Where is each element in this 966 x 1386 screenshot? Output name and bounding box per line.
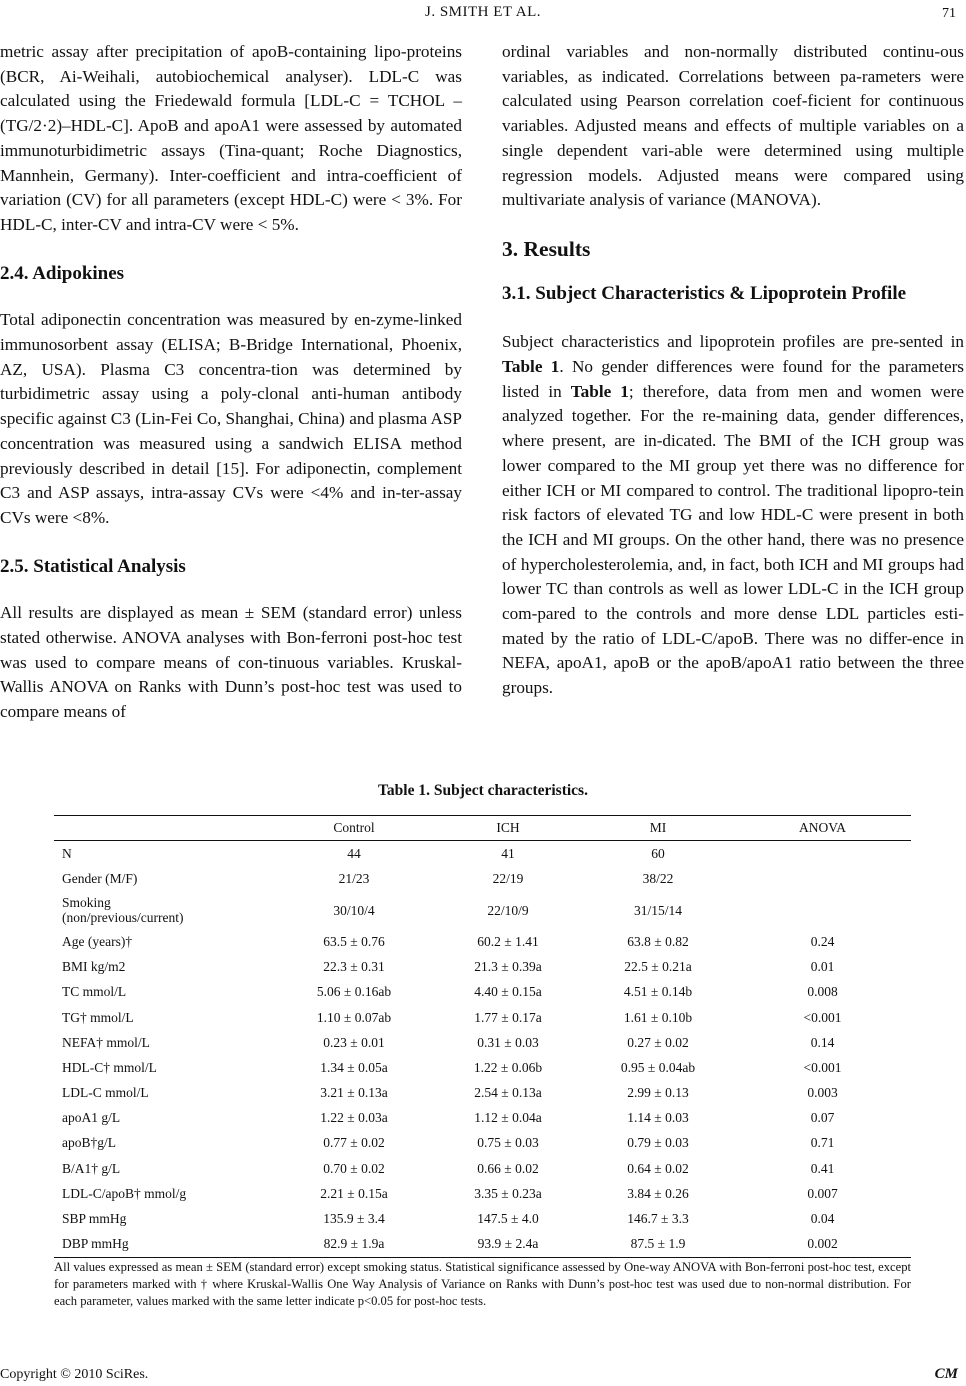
table-cell: [734, 891, 911, 929]
section-heading: 2.5. Statistical Analysis: [0, 555, 186, 577]
table-row: [54, 1156, 911, 1181]
column-header: MI: [582, 816, 734, 841]
row-label: Age (years)†: [62, 933, 133, 949]
table-row: [54, 1232, 911, 1258]
table-header-row: [54, 816, 911, 841]
table-cell: 1.10 ± 0.07ab: [316, 1009, 392, 1025]
table-cell: 2.54 ± 0.13a: [474, 1085, 542, 1101]
table-row: [54, 1131, 911, 1156]
row-label: TC mmol/L: [62, 984, 127, 1000]
table-cell: 41: [501, 845, 515, 861]
table-reference: Table 1: [502, 357, 560, 377]
table-cell: 63.5 ± 0.76: [323, 933, 385, 949]
table-cell: 1.61 ± 0.10b: [623, 1009, 693, 1025]
row-label: DBP mmHg: [54, 1232, 274, 1258]
table-cell: <0.001: [803, 1009, 842, 1025]
table-row: [54, 980, 911, 1005]
table-cell: 1.22 ± 0.03a: [320, 1110, 388, 1126]
table-cell: 30/10/4: [333, 902, 375, 918]
paragraph: metric assay after precipitation of apoB-containing lipo-proteins (BCR, Ai-Weihali, autobiochemical analyser). LDL-C was calculated using the Friedewald formula [LDL-C = TCHOL – (TG/2·2)–HDL-C]. ApoB and apoA1 were assessed by automated immunoturbidimetric assays (Tina-quant; Roche Diagnostics, Mannhein, Germany). Inter-coefficient and intra-coefficient of variation (CV) for all parameters (except HDL-C) were < 3%. For HDL-C, inter-CV and intra-CV were < 5%.: [0, 42, 462, 234]
table-row: [54, 1081, 911, 1106]
column-header: ANOVA: [734, 816, 911, 841]
row-label: B/A1† g/L: [62, 1160, 121, 1176]
table-row: [54, 1106, 911, 1131]
table-cell: [734, 841, 911, 867]
table-title: Table 1. Subject characteristics.: [378, 782, 588, 799]
table-cell: 1.34 ± 0.05a: [320, 1059, 388, 1075]
table-cell: 0.007: [807, 1185, 838, 1201]
table-cell: 135.9 ± 3.4: [323, 1211, 385, 1227]
column-header: [54, 816, 274, 841]
table-cell: 0.75 ± 0.03: [477, 1135, 539, 1151]
table-cell: 0.01: [810, 959, 835, 975]
row-label: LDL-C mmol/L: [62, 1085, 149, 1101]
row-label: BMI kg/m2: [62, 959, 126, 975]
table-row: [54, 866, 911, 891]
row-label: NEFA† mmol/L: [62, 1034, 150, 1050]
table-cell: 22/10/9: [487, 902, 529, 918]
section-heading: 3. Results: [502, 236, 591, 261]
table-cell: 0.04: [810, 1211, 835, 1227]
table-cell: 0.71: [810, 1135, 835, 1151]
table-cell: 60.2 ± 1.41: [477, 933, 539, 949]
table-row: [54, 891, 911, 929]
table-cell: 60: [651, 845, 665, 861]
table-cell: 3.84 ± 0.26: [627, 1185, 689, 1201]
table-cell: 3.35 ± 0.23a: [474, 1185, 542, 1201]
table-cell: [734, 866, 911, 891]
table-cell: 1.77 ± 0.17a: [474, 1009, 542, 1025]
copyright: Copyright © 2010 SciRes.: [0, 1367, 149, 1382]
table-cell: 0.07: [810, 1110, 835, 1126]
paragraph: ordinal variables and non-normally distributed continu-ous variables, as indicated. Correlations between pa-rameters were calculated using Pearson correlation coef-ficient for continuous variables. Adjusted means and effects of multiple variables on a single dependent vari-able were determined using multiple regression models. Adjusted means were compared using multivariate analysis of variance (MANOVA).: [502, 42, 964, 210]
table-cell: 38/22: [642, 870, 674, 886]
table-cell: 5.06 ± 0.16ab: [316, 984, 392, 1000]
row-label: TG† mmol/L: [62, 1009, 134, 1025]
left-column: [0, 40, 462, 725]
table-cell: 4.51 ± 0.14b: [623, 984, 693, 1000]
table-cell: 0.70 ± 0.02: [323, 1160, 385, 1176]
table-cell: 0.77 ± 0.02: [323, 1135, 385, 1151]
paragraph: All results are displayed as mean ± SEM (standard error) unless stated otherwise. ANOVA analyses with Bon-ferroni post-hoc test was used to compare means of con-tinuous variables. Kruskal-Wallis ANOVA on Ranks with Dunn’s post-hoc test was used to compare means of: [0, 603, 462, 722]
table-row: [54, 1055, 911, 1080]
table-cell: 0.64 ± 0.02: [627, 1160, 689, 1176]
table-cell: 63.8 ± 0.82: [627, 933, 689, 949]
column-header: Control: [274, 816, 434, 841]
table-cell: 22/19: [492, 870, 524, 886]
table-cell: 82.9 ± 1.9a: [274, 1232, 434, 1258]
table-row: [54, 841, 911, 867]
paragraph: Total adiponectin concentration was measured by en-zyme-linked immunosorbent assay (ELISA; B-Bridge International, Phoenix, AZ, USA). Plasma C3 concentra-tion was determined by turbidimetric assay using a poly-clonal anti-human antibody specific against C3 (Lin-Fei Co, Shanghai, China) and plasma ASP concentration was measured using a sandwich ELISA method previously described in detail [15]. For adiponectin, complement C3 and ASP assays, intra-assay CVs were <4% and in-ter-assay CVs were <8%.: [0, 310, 462, 527]
table-row: [54, 1181, 911, 1206]
table-row: [54, 1005, 911, 1030]
table-cell: 0.79 ± 0.03: [627, 1135, 689, 1151]
table-cell: 0.23 ± 0.01: [323, 1034, 385, 1050]
paragraph: Subject characteristics and lipoprotein profiles are pre-sented in Table 1. No gender differences were found for the parameters listed in Table 1; therefore, data from men and women were analyzed together. For the re-maining data, gender differences, where present, are in-dicated. The BMI of the ICH group was lower compared to the MI group yet there was no difference for either ICH or MI compared to control. The traditional lipopro-tein risk factors of elevated TG and low HDL-C were present in both the ICH and MI groups. On the other hand, there was no presence of hypercholesterolemia, and, in fact, both ICH and MI groups had lower TC than controls as well as lower LDL-C in the ICH group com-pared to the controls and more dense LDL particles esti-mated by the ratio of LDL-C/apoB. There was no differ-ence in NEFA, apoA1, apoB or the apoB/apoA1 ratio between the three groups.: [502, 332, 965, 698]
table-cell: 22.3 ± 0.31: [323, 959, 385, 975]
table-cell: 44: [347, 845, 361, 861]
journal-abbreviation: CM: [934, 1366, 958, 1382]
table-cell: 21.3 ± 0.39a: [474, 959, 542, 975]
subject-characteristics-table: [54, 815, 911, 1258]
table-cell: 1.12 ± 0.04a: [474, 1110, 542, 1126]
table-row: [54, 929, 911, 954]
row-label: HDL-C† mmol/L: [62, 1059, 157, 1075]
table-cell: 0.002: [734, 1232, 911, 1258]
table-cell: 87.5 ± 1.9: [582, 1232, 734, 1258]
table-cell: <0.001: [803, 1059, 842, 1075]
table-cell: 2.21 ± 0.15a: [320, 1185, 388, 1201]
page-header: [0, 4, 966, 24]
row-label: SBP mmHg: [62, 1211, 127, 1227]
table-cell: 93.9 ± 2.4a: [434, 1232, 582, 1258]
row-label: LDL-C/apoB† mmol/g: [62, 1185, 187, 1201]
table-reference: Table 1: [570, 381, 629, 401]
table-row: [54, 955, 911, 980]
table-cell: 0.95 ± 0.04ab: [620, 1059, 696, 1075]
running-title: J. SMITH ET AL.: [425, 4, 541, 20]
table-cell: 0.24: [810, 933, 835, 949]
table-cell: 3.21 ± 0.13a: [320, 1085, 388, 1101]
table-cell: 0.003: [807, 1085, 838, 1101]
table-row: [54, 1030, 911, 1055]
row-label: apoA1 g/L: [62, 1110, 121, 1126]
page-number: 71: [942, 6, 956, 21]
table-cell: 0.14: [810, 1034, 835, 1050]
section-heading: 2.4. Adipokines: [0, 262, 125, 284]
table-row: [54, 1206, 911, 1231]
right-column: [502, 40, 964, 701]
table-cell: 21/23: [338, 870, 370, 886]
row-label: Smoking (non/previous/current): [62, 895, 184, 926]
table-cell: 2.99 ± 0.13: [627, 1085, 689, 1101]
table-cell: 0.66 ± 0.02: [477, 1160, 539, 1176]
row-label: Gender (M/F): [62, 870, 138, 886]
table-cell: 147.5 ± 4.0: [477, 1211, 539, 1227]
table-cell: 31/15/14: [633, 902, 682, 918]
table-body: [54, 841, 911, 1258]
table-note: All values expressed as mean ± SEM (standard error) except smoking status. Statistical significance assessed by One-way ANOVA with Bon-ferroni post-hoc test, except for parameters marked with † where Kruskal-Wallis One Way Analysis of Variance on Ranks with Dunn’s post-hoc test was used due to non-normal distribution. For each parameter, values marked with the same letter indicate p<0.05 for post-hoc tests.: [54, 1260, 911, 1309]
row-label: N: [62, 845, 72, 861]
table-cell: 0.27 ± 0.02: [627, 1034, 689, 1050]
table-cell: 146.7 ± 3.3: [627, 1211, 689, 1227]
table-cell: 0.41: [810, 1160, 835, 1176]
column-header: ICH: [434, 816, 582, 841]
subsection-heading: 3.1. Subject Characteristics & Lipoprotein Profile: [502, 282, 907, 304]
table-cell: 4.40 ± 0.15a: [474, 984, 542, 1000]
table-cell: 22.5 ± 0.21a: [624, 959, 692, 975]
row-label: apoB†g/L: [62, 1135, 116, 1151]
table-cell: 1.14 ± 0.03: [627, 1110, 689, 1126]
table-cell: 0.008: [807, 984, 838, 1000]
table-cell: 1.22 ± 0.06b: [473, 1059, 543, 1075]
table-cell: 0.31 ± 0.03: [477, 1034, 539, 1050]
